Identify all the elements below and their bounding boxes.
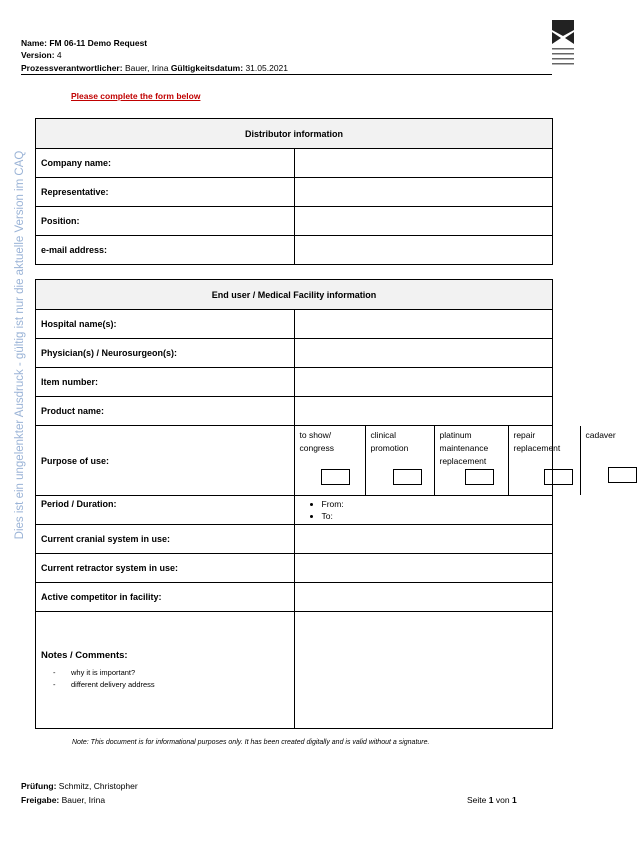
company-name-label: Company name:	[36, 149, 295, 178]
company-logo-icon	[552, 20, 574, 72]
physician-field[interactable]	[294, 339, 553, 368]
position-label: Position:	[36, 207, 295, 236]
email-field[interactable]	[294, 236, 553, 265]
representative-field[interactable]	[294, 178, 553, 207]
purpose-option-clinical-label: clinical promotion	[370, 430, 409, 453]
footer-release: Freigabe: Bauer, Irina	[21, 795, 106, 805]
purpose-platinum-checkbox[interactable]	[465, 469, 494, 485]
purpose-option-platinum	[434, 426, 508, 495]
header-divider	[21, 74, 552, 75]
position-field[interactable]	[294, 207, 553, 236]
distributor-heading: Distributor information	[36, 119, 553, 149]
watermark-text: Dies ist ein ungelenkter Ausdruck - gültig ist nur die aktuelle Version im CAQ	[14, 150, 26, 540]
notes-item: - different delivery address	[53, 679, 155, 689]
purpose-option-show-label: to show/ congress	[299, 430, 334, 453]
period-label: Period / Duration:	[36, 496, 295, 525]
cranial-system-label: Current cranial system in use:	[36, 525, 295, 554]
purpose-option-repair-label: repair replacement	[513, 430, 561, 453]
notes-field[interactable]	[294, 612, 553, 729]
purpose-option-cadaver-label: cadaver	[585, 430, 616, 440]
hospital-name-label: Hospital name(s):	[36, 310, 295, 339]
item-number-field[interactable]	[294, 368, 553, 397]
period-from: • From:	[322, 498, 548, 510]
purpose-option-platinum-label: platinum maintenance replacement	[439, 430, 489, 466]
header-version: Version: 4	[21, 50, 62, 60]
purpose-repair-checkbox[interactable]	[544, 469, 573, 485]
purpose-cadaver-checkbox[interactable]	[608, 467, 637, 483]
period-to: • To:	[322, 510, 548, 522]
company-name-field[interactable]	[294, 149, 553, 178]
item-number-label: Item number:	[36, 368, 295, 397]
enduser-heading: End user / Medical Facility information	[36, 280, 553, 310]
disclaimer-text: Note: This document is for informational purposes only. It has been created digitally and is valid without a signature.	[72, 739, 430, 746]
physician-label: Physician(s) / Neurosurgeon(s):	[36, 339, 295, 368]
purpose-option-show	[295, 426, 366, 495]
retractor-system-label: Current retractor system in use:	[36, 554, 295, 583]
purpose-label: Purpose of use:	[36, 426, 295, 496]
purpose-options	[294, 426, 616, 496]
notes-cell	[36, 612, 295, 729]
product-name-field[interactable]	[294, 397, 553, 426]
period-field[interactable]	[294, 496, 553, 525]
distributor-table	[35, 118, 553, 265]
purpose-option-clinical	[365, 426, 434, 495]
email-label: e-mail address:	[36, 236, 295, 265]
purpose-option-repair	[508, 426, 580, 495]
notes-item: - why it is important?	[53, 667, 136, 677]
retractor-system-field[interactable]	[294, 554, 553, 583]
product-name-label: Product name:	[36, 397, 295, 426]
header-owner: Prozessverantwortlicher: Bauer, Irina Gültigkeitsdatum: 31.05.2021	[21, 63, 288, 73]
header-name: Name: FM 06-11 Demo Request	[21, 38, 148, 48]
competitor-field[interactable]	[294, 583, 553, 612]
purpose-show-checkbox[interactable]	[321, 469, 350, 485]
representative-label: Representative:	[36, 178, 295, 207]
cranial-system-field[interactable]	[294, 525, 553, 554]
competitor-label: Active competitor in facility:	[36, 583, 295, 612]
hospital-name-field[interactable]	[294, 310, 553, 339]
instruction-text: Please complete the form below	[71, 91, 201, 101]
purpose-clinical-checkbox[interactable]	[393, 469, 422, 485]
footer-review: Prüfung: Schmitz, Christopher	[21, 781, 138, 791]
enduser-table	[35, 279, 616, 729]
page-number: Seite 1 von 1	[467, 795, 517, 805]
notes-label: Notes / Comments:	[41, 649, 128, 661]
